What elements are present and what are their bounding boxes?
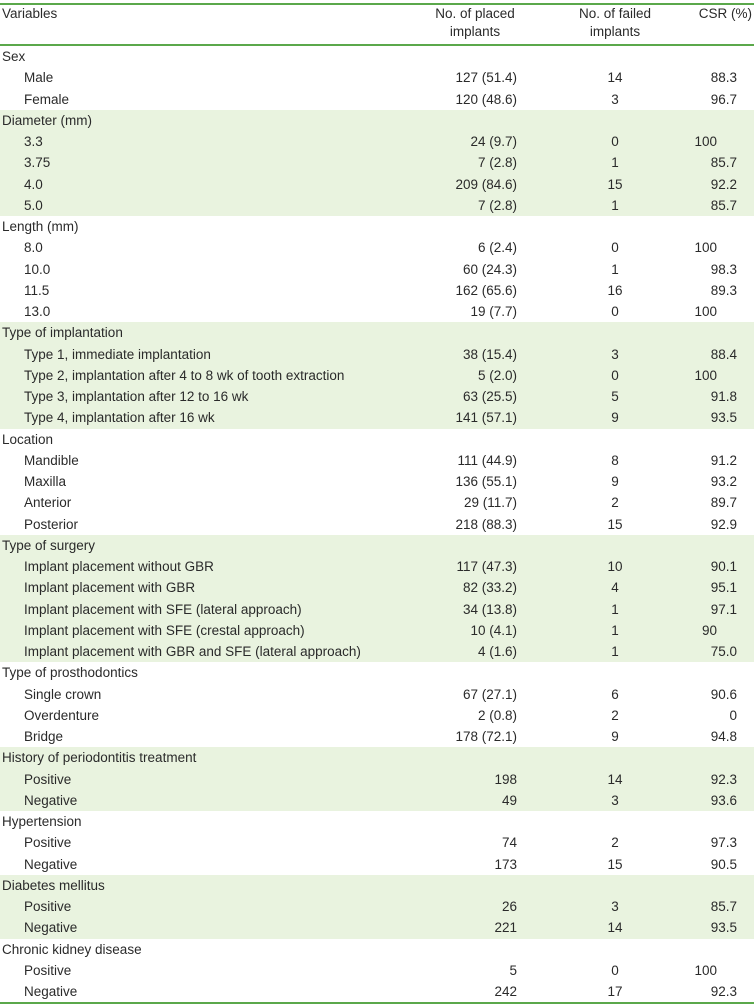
table-body: [0, 46, 754, 1002]
variable-label: Negative: [24, 856, 78, 872]
failed-implants-cell: 2: [611, 835, 619, 851]
failed-implants-cell: 2: [611, 707, 619, 723]
failed-implants-cell: 0: [611, 367, 619, 383]
csr-cell: 97.1: [710, 601, 737, 617]
placed-implants-cell: 10 (4.1): [470, 622, 517, 638]
group-title: History of periodontitis treatment: [2, 750, 197, 766]
csr-cell: 91.8: [710, 389, 737, 404]
csr-cell: 85.7: [710, 155, 737, 171]
placed-implants-cell: 6 (2.4): [477, 240, 517, 256]
failed-implants-cell: 8: [611, 452, 619, 468]
failed-implants-cell: 9: [611, 410, 619, 426]
header-failed-line2: implants: [589, 23, 641, 39]
table-row: [0, 599, 754, 620]
csr-cell: 92.2: [710, 176, 737, 192]
variable-label: Negative: [24, 792, 78, 808]
table-header: [0, 5, 754, 46]
variable-label: Implant placement with SFE (lateral approach): [24, 601, 302, 617]
placed-implants-cell: 4 (1.6): [477, 644, 517, 659]
group-title: Diameter (mm): [2, 112, 92, 128]
group-header-row: [0, 939, 754, 960]
table-row: [0, 917, 754, 938]
csr-cell: 93.5: [710, 920, 737, 936]
placed-implants-cell: 19 (7.7): [470, 304, 517, 319]
variable-label: 13.0: [24, 304, 51, 319]
variable-label: Negative: [24, 920, 78, 936]
csr-cell: 90: [701, 622, 717, 638]
placed-implants-cell: 209 (84.6): [455, 176, 517, 192]
failed-implants-cell: 3: [611, 346, 619, 362]
placed-implants-cell: 127 (51.4): [455, 70, 517, 86]
csr-cell: 91.2: [710, 452, 737, 468]
variable-label: 11.5: [24, 282, 50, 298]
table-row: [0, 259, 754, 280]
placed-implants-cell: 218 (88.3): [455, 516, 517, 532]
variable-label: Positive: [24, 771, 72, 787]
table-row: [0, 280, 754, 301]
failed-implants-cell: 1: [611, 197, 619, 213]
implant-survival-table: [0, 3, 754, 1004]
table-row: [0, 407, 754, 428]
variable-label: Positive: [24, 835, 72, 851]
failed-implants-cell: 9: [611, 474, 619, 489]
failed-implants-cell: 14: [607, 771, 623, 787]
table-row: [0, 471, 754, 492]
placed-implants-cell: 120 (48.6): [455, 91, 517, 107]
failed-implants-cell: 2: [611, 495, 619, 511]
variable-label: Bridge: [24, 729, 64, 744]
table-row: [0, 620, 754, 641]
failed-implants-cell: 15: [607, 516, 623, 532]
group-title: Hypertension: [2, 814, 82, 829]
variable-label: Male: [24, 70, 54, 86]
failed-implants-cell: 14: [607, 70, 623, 86]
csr-cell: 98.3: [710, 261, 737, 277]
failed-implants-cell: 16: [607, 282, 623, 298]
failed-implants-cell: 3: [611, 899, 619, 914]
table-row: [0, 705, 754, 726]
placed-implants-cell: 198: [494, 771, 517, 787]
table-row: [0, 896, 754, 917]
variable-label: Positive: [24, 962, 72, 978]
csr-cell: 97.3: [710, 835, 737, 851]
csr-cell: 85.7: [710, 197, 737, 213]
table-row: [0, 514, 754, 535]
header-variables: Variables: [2, 6, 58, 21]
failed-implants-cell: 14: [607, 920, 623, 936]
table-row: [0, 301, 754, 322]
csr-cell: 93.2: [710, 474, 737, 489]
placed-implants-cell: 29 (11.7): [463, 495, 517, 511]
variable-label: Implant placement with SFE (crestal approach): [24, 622, 305, 638]
csr-cell: 100: [694, 367, 717, 383]
failed-implants-cell: 10: [607, 559, 623, 574]
table-row: [0, 981, 754, 1002]
variable-label: 5.0: [24, 197, 43, 213]
csr-cell: 88.3: [710, 70, 737, 86]
failed-implants-cell: 0: [611, 962, 619, 978]
table-row: [0, 152, 754, 173]
csr-cell: 93.6: [710, 792, 737, 808]
group-header-row: [0, 110, 754, 131]
placed-implants-cell: 67 (27.1): [462, 686, 517, 702]
placed-implants-cell: 26: [501, 899, 517, 914]
placed-implants-cell: 63 (25.5): [462, 389, 517, 404]
header-placed-line2: implants: [449, 23, 501, 39]
group-title: Type of implantation: [2, 325, 123, 341]
failed-implants-cell: 4: [611, 580, 619, 596]
group-header-row: [0, 662, 754, 683]
placed-implants-cell: 242: [494, 984, 517, 999]
csr-cell: 89.7: [710, 495, 737, 511]
placed-implants-cell: 173: [494, 856, 517, 872]
table-row: [0, 237, 754, 258]
table-row: [0, 726, 754, 747]
group-title: Type of prosthodontics: [2, 665, 138, 681]
table-row: [0, 854, 754, 875]
group-header-row: [0, 535, 754, 556]
failed-implants-cell: 9: [611, 729, 619, 744]
header-failed-line1: No. of failed: [578, 6, 652, 21]
variable-label: 8.0: [24, 240, 43, 256]
placed-implants-cell: 82 (33.2): [462, 580, 517, 596]
header-placed-line1: No. of placed: [435, 6, 515, 21]
csr-cell: 100: [694, 962, 717, 978]
variable-label: 10.0: [24, 261, 51, 277]
placed-implants-cell: 178 (72.1): [455, 729, 517, 744]
variable-label: 3.3: [24, 134, 43, 149]
variable-label: Overdenture: [24, 707, 100, 723]
csr-cell: 100: [694, 134, 717, 149]
failed-implants-cell: 0: [611, 134, 619, 149]
placed-implants-cell: 49: [501, 792, 517, 808]
placed-implants-cell: 7 (2.8): [477, 197, 517, 213]
placed-implants-cell: 136 (55.1): [455, 474, 517, 489]
failed-implants-cell: 6: [611, 686, 619, 702]
group-header-row: [0, 747, 754, 768]
variable-label: Type 1, immediate implantation: [24, 346, 211, 362]
placed-implants-cell: 74: [501, 835, 517, 851]
variable-label: 3.75: [24, 155, 51, 171]
failed-implants-cell: 5: [611, 389, 619, 404]
placed-implants-cell: 38 (15.4): [462, 346, 517, 362]
table-row: [0, 492, 754, 513]
table-row: [0, 769, 754, 790]
table-row: [0, 450, 754, 471]
csr-cell: 0: [729, 707, 737, 723]
csr-cell: 90.5: [710, 856, 737, 872]
variable-label: Implant placement without GBR: [24, 559, 214, 574]
variable-label: Anterior: [24, 495, 72, 511]
csr-cell: 92.3: [710, 771, 737, 787]
csr-cell: 90.1: [710, 559, 737, 574]
failed-implants-cell: 15: [607, 856, 623, 872]
table-row: [0, 195, 754, 216]
variable-label: Female: [24, 91, 70, 107]
variable-label: Maxilla: [24, 474, 67, 489]
failed-implants-cell: 17: [607, 984, 623, 999]
group-header-row: [0, 216, 754, 237]
group-title: Type of surgery: [2, 537, 96, 553]
variable-label: 4.0: [24, 176, 43, 192]
failed-implants-cell: 3: [611, 792, 619, 808]
group-header-row: [0, 46, 754, 67]
csr-cell: 75.0: [710, 644, 737, 659]
variable-label: Mandible: [24, 452, 79, 468]
placed-implants-cell: 117 (47.3): [456, 559, 517, 574]
csr-cell: 94.8: [710, 729, 737, 744]
table-row: [0, 386, 754, 407]
table-row: [0, 89, 754, 110]
table-row: [0, 641, 754, 662]
variable-label: Type 2, implantation after 4 to 8 wk of tooth extraction: [24, 367, 345, 383]
failed-implants-cell: 1: [611, 601, 619, 617]
placed-implants-cell: 2 (0.8): [477, 707, 517, 723]
variable-label: Single crown: [24, 686, 102, 702]
csr-cell: 90.6: [710, 686, 737, 702]
group-header-row: [0, 429, 754, 450]
failed-implants-cell: 1: [611, 622, 619, 638]
placed-implants-cell: 5 (2.0): [477, 367, 517, 383]
table-row: [0, 344, 754, 365]
header-csr: CSR (%): [698, 6, 752, 21]
table-row: [0, 577, 754, 598]
placed-implants-cell: 5: [509, 962, 517, 978]
table-row: [0, 174, 754, 195]
group-header-row: [0, 811, 754, 832]
variable-label: Implant placement with GBR: [24, 580, 196, 596]
failed-implants-cell: 3: [611, 91, 619, 107]
group-title: Sex: [2, 49, 26, 64]
csr-cell: 92.9: [710, 516, 737, 532]
header-placed-implants: [430, 5, 520, 40]
placed-implants-cell: 60 (24.3): [462, 261, 517, 277]
table-row: [0, 365, 754, 386]
csr-cell: 93.5: [710, 410, 737, 426]
group-header-row: [0, 875, 754, 896]
variable-label: Type 4, implantation after 16 wk: [24, 410, 215, 426]
table-row: [0, 832, 754, 853]
csr-cell: 88.4: [710, 346, 737, 362]
group-title: Diabetes mellitus: [2, 877, 105, 893]
placed-implants-cell: 162 (65.6): [455, 282, 517, 298]
failed-implants-cell: 15: [607, 176, 623, 192]
failed-implants-cell: 1: [611, 261, 619, 277]
csr-cell: 89.3: [710, 282, 737, 298]
variable-label: Positive: [24, 899, 72, 914]
group-title: Chronic kidney disease: [2, 941, 142, 957]
placed-implants-cell: 7 (2.8): [477, 155, 517, 171]
table-row: [0, 790, 754, 811]
placed-implants-cell: 221: [494, 920, 517, 936]
failed-implants-cell: 1: [611, 644, 619, 659]
csr-cell: 96.7: [710, 91, 737, 107]
variable-label: Type 3, implantation after 12 to 16 wk: [24, 389, 249, 404]
table-row: [0, 960, 754, 981]
variable-label: Negative: [24, 984, 78, 999]
table-row: [0, 684, 754, 705]
csr-cell: 92.3: [710, 984, 737, 999]
placed-implants-cell: 141 (57.1): [455, 410, 517, 426]
group-title: Location: [2, 431, 54, 447]
table-row: [0, 67, 754, 88]
csr-cell: 85.7: [710, 899, 737, 914]
variable-label: Posterior: [24, 516, 79, 532]
csr-cell: 100: [694, 240, 717, 256]
failed-implants-cell: 0: [611, 304, 619, 319]
failed-implants-cell: 0: [611, 240, 619, 256]
failed-implants-cell: 1: [611, 155, 619, 171]
group-title: Length (mm): [2, 219, 79, 234]
placed-implants-cell: 34 (13.8): [462, 601, 517, 617]
csr-cell: 95.1: [710, 580, 737, 596]
placed-implants-cell: 111 (44.9): [457, 452, 517, 468]
placed-implants-cell: 24 (9.7): [470, 134, 517, 149]
table-row: [0, 131, 754, 152]
header-failed-implants: [570, 5, 660, 40]
table-row: [0, 556, 754, 577]
csr-cell: 100: [694, 304, 717, 319]
group-header-row: [0, 322, 754, 343]
variable-label: Implant placement with GBR and SFE (lateral approach): [24, 644, 361, 659]
